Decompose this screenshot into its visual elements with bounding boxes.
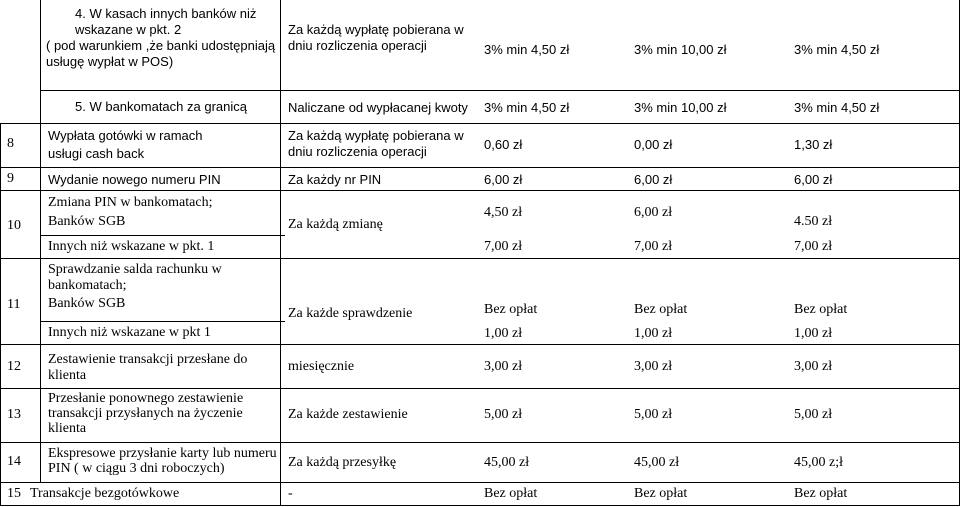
rule-bottom [0, 505, 960, 506]
row14-number: 14 [7, 454, 21, 469]
row13-number: 13 [7, 407, 21, 422]
row4-basis-line2: dniu rozliczenia operacji [288, 38, 427, 53]
rule-top-r5 [40, 90, 960, 91]
row15-basis: - [288, 486, 293, 501]
rule-top-r14 [0, 442, 960, 443]
rule-top-r11 [0, 258, 960, 259]
row10-sub-value-2: 7,00 zł [634, 239, 673, 254]
row4-value-2: 3% min 10,00 zł [634, 42, 727, 57]
row5-value-1: 3% min 4,50 zł [484, 100, 570, 115]
rule-col-basis [280, 0, 281, 506]
row10-value-3: 4.50 zł [794, 214, 833, 229]
row8-basis-line2: dniu rozliczenia operacji [288, 144, 427, 159]
row11-desc-line1: Sprawdzanie salda rachunku w [48, 262, 222, 277]
row11-sub-value-2: 1,00 zł [634, 326, 673, 341]
row4-desc-line2: wskazane w pkt. 2 [75, 22, 182, 37]
row8-value-1: 0,60 zł [484, 137, 523, 152]
row14-desc-line1: Ekspresowe przysłanie karty lub numeru [48, 446, 277, 461]
row9-number: 9 [7, 171, 14, 186]
row4-basis-line1: Za każdą wypłatę pobierana w [288, 22, 464, 37]
row4-value-1: 3% min 4,50 zł [484, 42, 570, 57]
row14-value-2: 45,00 zł [634, 455, 680, 470]
row4-desc-line3: ( pod warunkiem ,że banki udostępniają [46, 38, 276, 53]
row14-value-3: 45,00 z;ł [794, 455, 843, 470]
row13-desc-line2: transakcji przysłanych na życzenie [48, 406, 243, 421]
row9-value-1: 6,00 zł [484, 172, 523, 187]
row12-value-2: 3,00 zł [634, 359, 673, 374]
row10-value-1: 4,50 zł [484, 205, 523, 220]
row10-sub-desc: Innych niż wskazane w pkt. 1 [48, 239, 215, 254]
row10-sub-value-3: 7,00 zł [794, 239, 833, 254]
row13-value-1: 5,00 zł [484, 407, 523, 422]
row9-value-2: 6,00 zł [634, 172, 673, 187]
row13-basis: Za każde zestawienie [288, 407, 408, 422]
row14-basis: Za każdą przesyłkę [288, 455, 397, 470]
row8-value-3: 1,30 zł [794, 137, 833, 152]
row14-value-1: 45,00 zł [484, 455, 530, 470]
row9-basis: Za każdy nr PIN [288, 172, 382, 187]
row10-basis: Za każdą zmianę [288, 217, 383, 232]
rule-top-r13 [0, 388, 960, 389]
row13-desc-line1: Przesłanie ponownego zestawienie [48, 391, 244, 406]
row8-value-2: 0,00 zł [634, 137, 673, 152]
row13-value-3: 5,00 zł [794, 407, 833, 422]
row11-sub-desc: Innych niż wskazane w pkt 1 [48, 325, 211, 340]
row8-desc-line1: Wypłata gotówki w ramach [48, 128, 203, 143]
rule-r10-sub [40, 235, 285, 236]
row5-desc: 5. W bankomatach za granicą [75, 99, 247, 114]
row13-value-2: 5,00 zł [634, 407, 673, 422]
row11-desc-line3: Banków SGB [48, 296, 126, 311]
row15-value-3: Bez opłat [794, 486, 848, 501]
row12-desc-line2: klienta [48, 368, 87, 383]
rule-top-r12 [0, 344, 960, 345]
rule-top-r15 [0, 482, 960, 483]
row10-desc-line1: Zmiana PIN w bankomatach; [48, 195, 213, 210]
rule-left [0, 123, 1, 506]
row12-basis: miesięcznie [288, 359, 355, 374]
row15-value-1: Bez opłat [484, 486, 538, 501]
row12-value-1: 3,00 zł [484, 359, 523, 374]
row4-value-3: 3% min 4,50 zł [794, 42, 880, 57]
rule-r11-sub [40, 321, 285, 322]
row4-desc-line1: 4. W kasach innych banków niż [75, 6, 257, 21]
row8-basis-line1: Za każdą wypłatę pobierana w [288, 128, 464, 143]
row9-value-3: 6,00 zł [794, 172, 833, 187]
row14-desc-line2: PIN ( w ciągu 3 dni roboczych) [48, 461, 225, 476]
row10-number: 10 [7, 218, 21, 233]
row13-desc-line3: klienta [48, 421, 87, 436]
rule-top-r9 [0, 167, 960, 168]
row10-desc-line2: Banków SGB [48, 214, 126, 229]
row11-value-1: Bez opłat [484, 302, 538, 317]
row11-value-2: Bez opłat [634, 302, 688, 317]
row15-number: 15 [7, 486, 21, 501]
row12-number: 12 [7, 359, 21, 374]
row5-basis: Naliczane od wypłacanej kwoty [288, 100, 468, 115]
row15-desc: Transakcje bezgotówkowe [30, 486, 180, 501]
row12-value-3: 3,00 zł [794, 359, 833, 374]
row5-value-2: 3% min 10,00 zł [634, 100, 727, 115]
row8-desc-line2: usługi cash back [48, 146, 145, 161]
row10-sub-value-1: 7,00 zł [484, 239, 523, 254]
row11-number: 11 [7, 297, 21, 312]
rule-top-r8 [0, 123, 960, 124]
row11-basis: Za każde sprawdzenie [288, 306, 413, 321]
rule-top-r10 [0, 190, 960, 191]
row10-value-2: 6,00 zł [634, 205, 673, 220]
row9-desc: Wydanie nowego numeru PIN [48, 172, 221, 187]
row11-desc-line2: bankomatach; [48, 278, 127, 293]
row11-sub-value-1: 1,00 zł [484, 326, 523, 341]
rule-col-num [40, 0, 41, 483]
row5-value-3: 3% min 4,50 zł [794, 100, 880, 115]
row11-value-3: Bez opłat [794, 302, 848, 317]
row15-value-2: Bez opłat [634, 486, 688, 501]
row12-desc-line1: Zestawienie transakcji przesłane do [48, 352, 248, 367]
row8-number: 8 [7, 136, 14, 151]
row4-desc-line4: usługę wypłat w POS) [46, 54, 174, 69]
row11-sub-value-3: 1,00 zł [794, 326, 833, 341]
